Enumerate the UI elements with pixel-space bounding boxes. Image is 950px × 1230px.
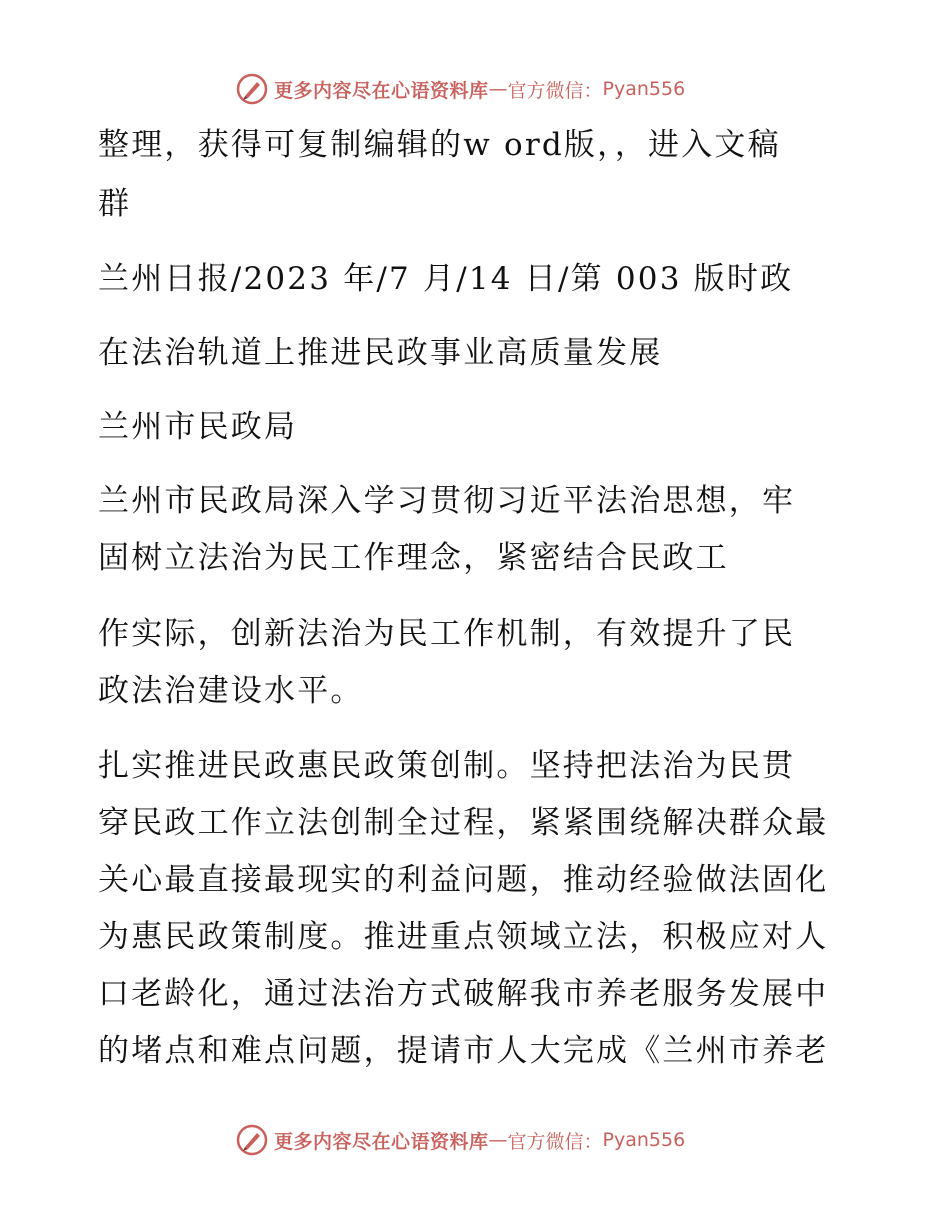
banner-wechat-id: Pyan556	[602, 1129, 686, 1151]
doc-line: 兰州市民政局深入学习贯彻习近平法治思想，牢	[98, 483, 796, 519]
footer-watermark-banner	[236, 1123, 685, 1157]
pen-logo-icon	[236, 73, 268, 105]
doc-line: 的堵点和难点问题，提请市人大完成《兰州市养老	[98, 1033, 829, 1069]
banner-separator: —	[488, 78, 508, 100]
doc-line: 扎实推进民政惠民政策创制。坚持把法治为民贯	[98, 748, 796, 784]
banner-wechat-id: Pyan556	[602, 78, 686, 100]
doc-line: 政法治建设水平。	[98, 673, 364, 709]
doc-line: 兰州日报/2023 年/7 月/14 日/第 003 版时政	[98, 261, 794, 297]
pen-logo-icon	[236, 1124, 268, 1156]
banner-wechat-label: 官方微信：	[507, 1130, 603, 1153]
doc-line: 口老龄化，通过法治方式破解我市养老服务发展中	[98, 976, 829, 1012]
doc-line: 穿民政工作立法创制全过程，紧紧围绕解决群众最	[98, 805, 829, 841]
doc-line: 兰州市民政局	[98, 409, 298, 445]
doc-line: 整理，获得可复制编辑的w ord版，，进入文稿	[98, 127, 781, 163]
banner-separator: —	[488, 1129, 508, 1151]
banner-brand-text: 更多内容尽在心语资料库	[274, 79, 489, 102]
header-watermark-banner	[236, 72, 685, 106]
doc-line: 群	[98, 186, 132, 222]
doc-line: 固树立法治为民工作理念，紧密结合民政工	[98, 540, 729, 576]
doc-line: 关心最直接最现实的利益问题，推动经验做法固化	[98, 862, 829, 898]
banner-brand-text: 更多内容尽在心语资料库	[274, 1130, 489, 1153]
banner-wechat-label: 官方微信：	[507, 79, 603, 102]
doc-line: 在法治轨道上推进民政事业高质量发展	[98, 335, 663, 371]
doc-line: 为惠民政策制度。推进重点领域立法，积极应对人	[98, 919, 829, 955]
doc-line: 作实际，创新法治为民工作机制，有效提升了民	[98, 616, 796, 652]
